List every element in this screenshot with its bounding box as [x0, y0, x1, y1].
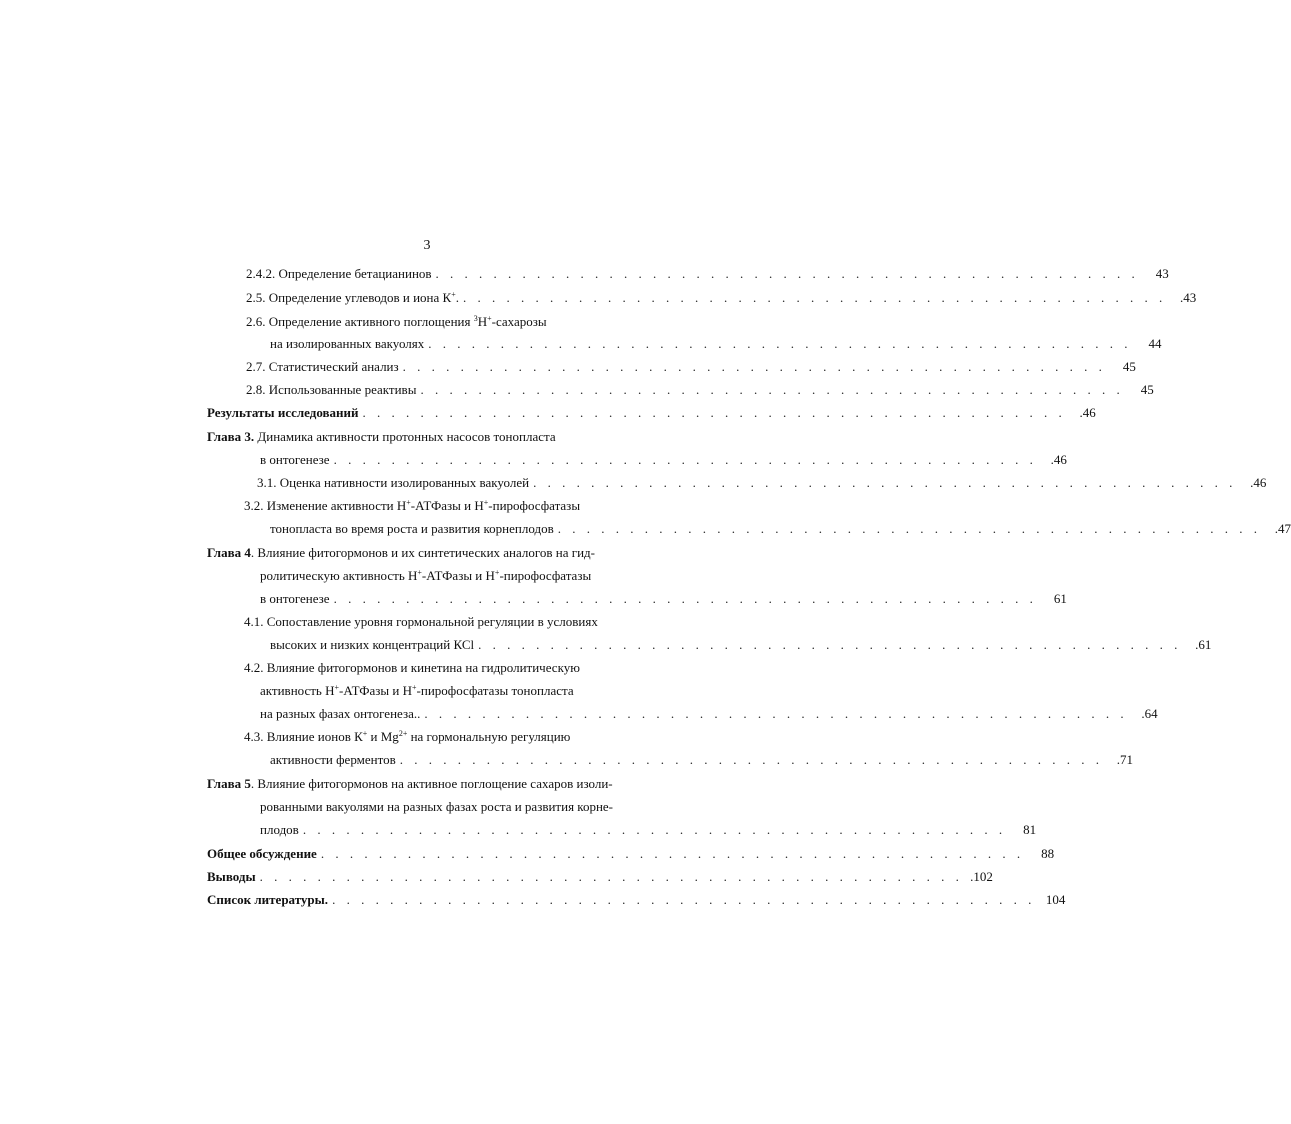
toc-entry-title: активности ферментов — [270, 752, 396, 767]
toc-chapter-heading-cont: рованными вакуолями на разных фазах роста и развития корне- — [260, 799, 614, 814]
toc-entry — [270, 751, 1133, 769]
toc-entry — [270, 520, 1291, 538]
toc-entry-page: .46 — [1050, 452, 1067, 467]
toc-entry-title: Общее обсуждение — [207, 846, 317, 861]
toc-entry-page: .102 — [970, 869, 993, 884]
dot-leader: . . . . . . . . . . . . . . . . . . . . . . . . . . . . . . . . . . . . . . . . . . . . . . . . . — [424, 706, 1128, 721]
toc-entry-page: 45 — [1140, 382, 1154, 397]
toc-entry-page: 81 — [1023, 822, 1037, 837]
toc-entry-title: 2.5. Определение углеводов и иона К+. — [246, 290, 459, 305]
toc-entry: 4.1. Сопоставление уровня гормональной регуляции в условиях — [244, 614, 598, 629]
page-number: 3 — [423, 238, 431, 253]
toc-entry — [270, 636, 1212, 654]
toc-entry — [260, 705, 1158, 723]
toc-entry-title: Список литературы. — [207, 892, 329, 907]
toc-entry-title: на разных фазах онтогенеза.. — [260, 706, 421, 721]
toc-entry: 3.2. Изменение активности Н+-АТФазы и Н+-пирофосфатазы — [244, 498, 581, 513]
toc-entry-page: .46 — [1250, 475, 1267, 490]
toc-entry-page: .46 — [1079, 405, 1096, 420]
toc-entry: активность Н+-АТФазы и Н+-пирофосфатазы тонопласта — [260, 683, 574, 698]
toc-entry-title: 2.4.2. Определение бетацианинов — [246, 266, 432, 281]
toc-chapter-heading: Глава 3. Динамика активности протонных насосов тонопласта — [207, 429, 556, 444]
toc-chapter-heading: Глава 5. Влияние фитогормонов на активное поглощение сахаров изоли- — [207, 776, 613, 791]
dot-leader: . . . . . . . . . . . . . . . . . . . . . . . . . . . . . . . . . . . . . . . . . . . . . . . . . — [333, 452, 1037, 467]
toc-entry-title: 2.7. Статистический анализ — [246, 359, 399, 374]
toc-entry — [207, 891, 1066, 909]
dot-leader: . . . . . . . . . . . . . . . . . . . . . . . . . . . . . . . . . . . . . . . . . . . . . . . . . — [420, 382, 1124, 397]
toc-entry-page: 45 — [1122, 359, 1136, 374]
toc-entry-title: в онтогенезе — [260, 452, 330, 467]
toc-chapter-heading: Глава 4. Влияние фитогормонов и их синтетических аналогов на гид- — [207, 545, 595, 560]
toc-entry-title: 3.1. Оценка нативности изолированных вакуолей — [257, 475, 530, 490]
toc-chapter-heading-cont: ролитическую активность Н+-АТФазы и Н+-пирофосфатазы — [260, 568, 592, 583]
dot-leader: . . . . . . . . . . . . . . . . . . . . . . . . . . . . . . . . . . . . . . . . . . . . . . . . . — [435, 266, 1139, 281]
dot-leader: . . . . . . . . . . . . . . . . . . . . . . . . . . . . . . . . . . . . . . . . . . . . . . . . . — [332, 892, 1036, 907]
toc-entry: 2.6. Определение активного поглощения $^3$Н+-сахарозы — [246, 314, 547, 329]
toc-entry — [260, 590, 1067, 608]
dot-leader: . . . . . . . . . . . . . . . . . . . . . . . . . . . . . . . . . . . . . . . . . . . . . . . . . — [333, 591, 1037, 606]
toc-entry — [246, 289, 1197, 307]
toc-entry-title: тонопласта во время роста и развития корнеплодов — [270, 521, 554, 536]
toc-entry-title: плодов — [260, 822, 299, 837]
toc-entry — [207, 868, 993, 886]
dot-leader: . . . . . . . . . . . . . . . . . . . . . . . . . . . . . . . . . . . . . . . . . . . . . . . . . — [462, 290, 1167, 305]
dot-leader: . . . . . . . . . . . . . . . . . . . . . . . . . . . . . . . . . . . . . . . . . . . . . . . . . — [399, 752, 1103, 767]
dot-leader: . . . . . . . . . . . . . . . . . . . . . . . . . . . . . . . . . . . . . . . . . . . . . . . . . — [478, 637, 1182, 652]
toc-entry-page: .64 — [1141, 706, 1158, 721]
dot-leader: . . . . . . . . . . . . . . . . . . . . . . . . . . . . . . . . . . . . . . . . . . . . . . . . . — [362, 405, 1066, 420]
toc-entry-title: 2.8. Использованные реактивы — [246, 382, 417, 397]
toc-entry-page: .61 — [1195, 637, 1212, 652]
toc-entry — [260, 451, 1067, 469]
dot-leader: . . . . . . . . . . . . . . . . . . . . . . . . . . . . . . . . . . . . . . . . . . . . . . . . . — [402, 359, 1106, 374]
toc-entry: 4.3. Влияние ионов К+ и $Mg^{2+}$ на гормональную регуляцию — [244, 729, 571, 744]
toc-entry-page: 88 — [1041, 846, 1055, 861]
dot-leader: . . . . . . . . . . . . . . . . . . . . . . . . . . . . . . . . . . . . . . . . . . . . . . . . . — [259, 869, 963, 884]
toc-entry — [270, 335, 1162, 353]
toc-entry-page: .43 — [1179, 290, 1197, 305]
toc-entry — [246, 358, 1136, 376]
dot-leader: . . . . . . . . . . . . . . . . . . . . . . . . . . . . . . . . . . . . . . . . . . . . . . . . . — [557, 521, 1261, 536]
toc-entry-page: 43 — [1155, 266, 1169, 281]
toc-entry — [207, 845, 1055, 863]
dot-leader: . . . . . . . . . . . . . . . . . . . . . . . . . . . . . . . . . . . . . . . . . . . . . . . . . — [428, 336, 1132, 351]
dot-leader: . . . . . . . . . . . . . . . . . . . . . . . . . . . . . . . . . . . . . . . . . . . . . . . . . — [320, 846, 1025, 861]
toc-entry-page: 61 — [1053, 591, 1067, 606]
toc-entry-title: Выводы — [207, 869, 256, 884]
toc-entry — [207, 404, 1096, 422]
toc-entry-page: 44 — [1148, 336, 1162, 351]
toc-entry-title: на изолированных вакуолях — [270, 336, 425, 351]
toc-entry — [260, 821, 1037, 839]
toc-entry-page: .47 — [1274, 521, 1291, 536]
toc-entry-title: Результаты исследований — [207, 405, 359, 420]
toc-entry — [257, 474, 1267, 492]
dot-leader: . . . . . . . . . . . . . . . . . . . . . . . . . . . . . . . . . . . . . . . . . . . . . . . . . — [533, 475, 1237, 490]
toc-entry — [246, 381, 1154, 399]
toc-entry: 4.2. Влияние фитогормонов и кинетина на гидролитическую — [244, 660, 580, 675]
toc-entry-page: 104 — [1045, 892, 1066, 907]
toc-entry-title: в онтогенезе — [260, 591, 330, 606]
toc-entry-page: .71 — [1116, 752, 1133, 767]
toc-entry — [246, 265, 1169, 283]
toc-entry-title: высоких и низких концентраций КСl — [270, 637, 475, 652]
dot-leader: . . . . . . . . . . . . . . . . . . . . . . . . . . . . . . . . . . . . . . . . . . . . . . . . . — [302, 822, 1007, 837]
